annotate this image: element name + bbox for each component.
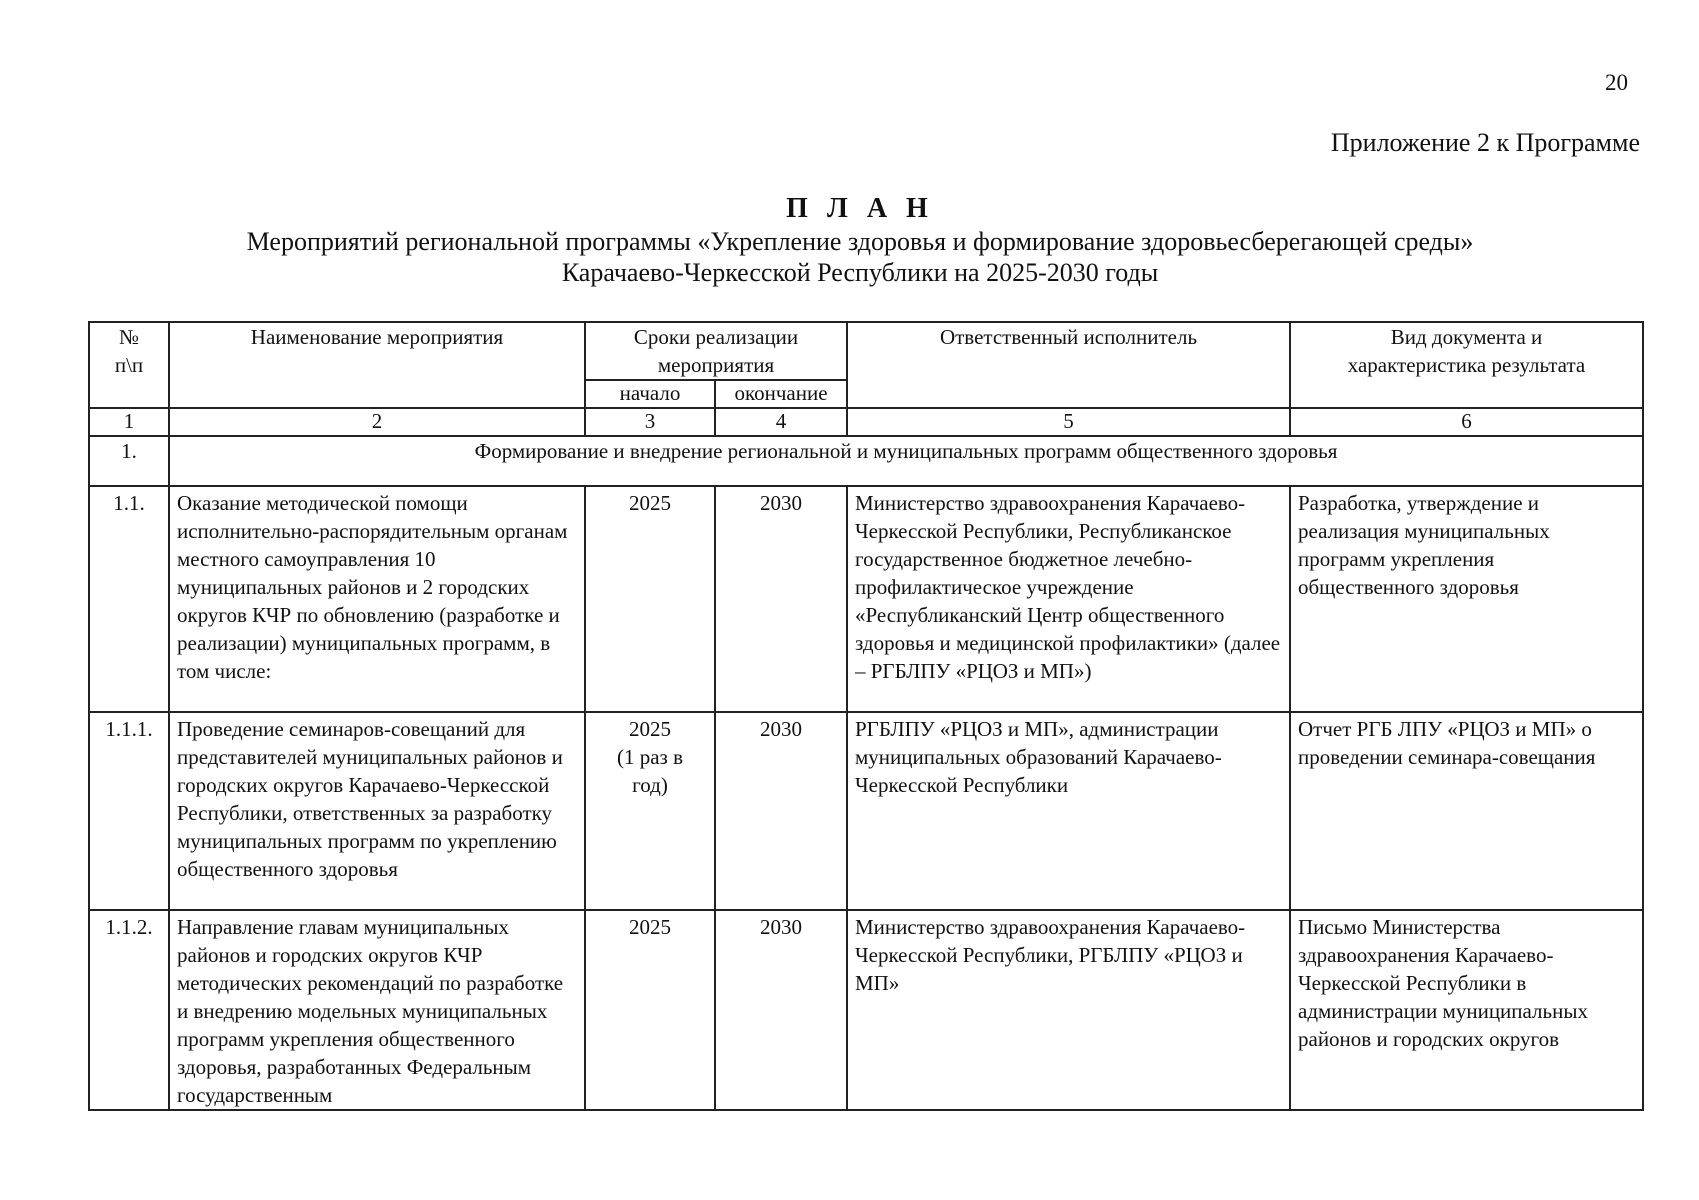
- subtitle-line-1: Мероприятий региональной программы «Укрепление здоровья и формирование здоровьесберегающей среды»: [246, 227, 1474, 256]
- header-result-line-1: Вид документа и: [1390, 325, 1543, 349]
- header-end: окончание: [715, 380, 847, 408]
- page-number: 20: [1605, 70, 1628, 95]
- column-number: 1: [89, 408, 169, 436]
- header-number: [89, 322, 169, 408]
- row-number: 1.1.1.: [89, 712, 169, 910]
- column-number: 2: [169, 408, 585, 436]
- row-name: Проведение семинаров-совещаний для представителей муниципальных районов и городских округов Карачаево-Черкесской Республики, ответственных за разработку муниципальных программ по укреплению общественного здоровья: [169, 712, 585, 910]
- row-number: 1.1.: [89, 486, 169, 712]
- header-result: [1290, 322, 1643, 408]
- header-row: [89, 322, 1643, 380]
- table-row: [89, 486, 1643, 712]
- row-start: [585, 712, 715, 910]
- row-name: Направление главам муниципальных районов и городских округов КЧР методических рекомендаций по разработке и внедрению модельных муниципальных программ укрепления общественного здоровья, разработанных Федеральным государственным: [169, 910, 585, 1110]
- header-number-line-2: п\п: [114, 353, 144, 377]
- header-name: Наименование мероприятия: [169, 322, 585, 408]
- subtitle-line-2: Карачаево-Черкесской Республики на 2025-2030 годы: [561, 258, 1159, 287]
- header-start: начало: [585, 380, 715, 408]
- row-start: 2025: [585, 910, 715, 1110]
- row-result: Отчет РГБ ЛПУ «РЦОЗ и МП» о проведении семинара-совещания: [1290, 712, 1643, 910]
- row-responsible: Министерство здравоохранения Карачаево-Черкесской Республики, РГБЛПУ «РЦОЗ и МП»: [847, 910, 1290, 1110]
- table-row: [89, 712, 1643, 910]
- row-start-line-1: 2025: [629, 717, 671, 741]
- row-responsible: Министерство здравоохранения Карачаево-Черкесской Республики, Республиканское государственное бюджетное лечебно- профилактическое учреждение «Республиканский Центр общественного здоровья и медицинской профилактики» (далее – РГБЛПУ «РЦОЗ и МП»): [847, 486, 1290, 712]
- row-end: 2030: [715, 910, 847, 1110]
- column-number: 3: [585, 408, 715, 436]
- row-start-line-2: (1 раз в: [616, 745, 684, 769]
- table-row: [89, 910, 1643, 1110]
- section-row: [89, 436, 1643, 486]
- header-period: Сроки реализации мероприятия: [585, 322, 847, 380]
- row-name: Оказание методической помощи исполнительно-распорядительным органам местного самоуправления 10 муниципальных районов и 2 городских округов КЧР по обновлению (разработке и реализации) муниципальных программ, в том числе:: [169, 486, 585, 712]
- row-result: Разработка, утверждение и реализация муниципальных программ укрепления общественного здоровья: [1290, 486, 1643, 712]
- row-start: 2025: [585, 486, 715, 712]
- plan-table: [88, 321, 1644, 1111]
- section-number: 1.: [89, 436, 169, 486]
- title-block: [80, 192, 1640, 288]
- column-number: 5: [847, 408, 1290, 436]
- section-title: Формирование и внедрение региональной и муниципальных программ общественного здоровья: [169, 436, 1643, 486]
- plan-title: П Л А Н: [786, 193, 934, 224]
- row-number: 1.1.2.: [89, 910, 169, 1110]
- column-number: 6: [1290, 408, 1643, 436]
- appendix-label: Приложение 2 к Программе: [1330, 128, 1640, 157]
- header-result-line-2: характеристика результата: [1347, 353, 1586, 377]
- row-end: 2030: [715, 712, 847, 910]
- row-end: 2030: [715, 486, 847, 712]
- row-start-line-3: год): [632, 773, 668, 797]
- column-number: 4: [715, 408, 847, 436]
- column-number-row: [89, 408, 1643, 436]
- header-number-line-1: №: [118, 325, 140, 349]
- header-responsible: Ответственный исполнитель: [847, 322, 1290, 408]
- row-result: Письмо Министерства здравоохранения Карачаево-Черкесской Республики в администрации муниципальных районов и городских округов: [1290, 910, 1643, 1110]
- row-responsible: РГБЛПУ «РЦОЗ и МП», администрации муниципальных образований Карачаево-Черкесской Республики: [847, 712, 1290, 910]
